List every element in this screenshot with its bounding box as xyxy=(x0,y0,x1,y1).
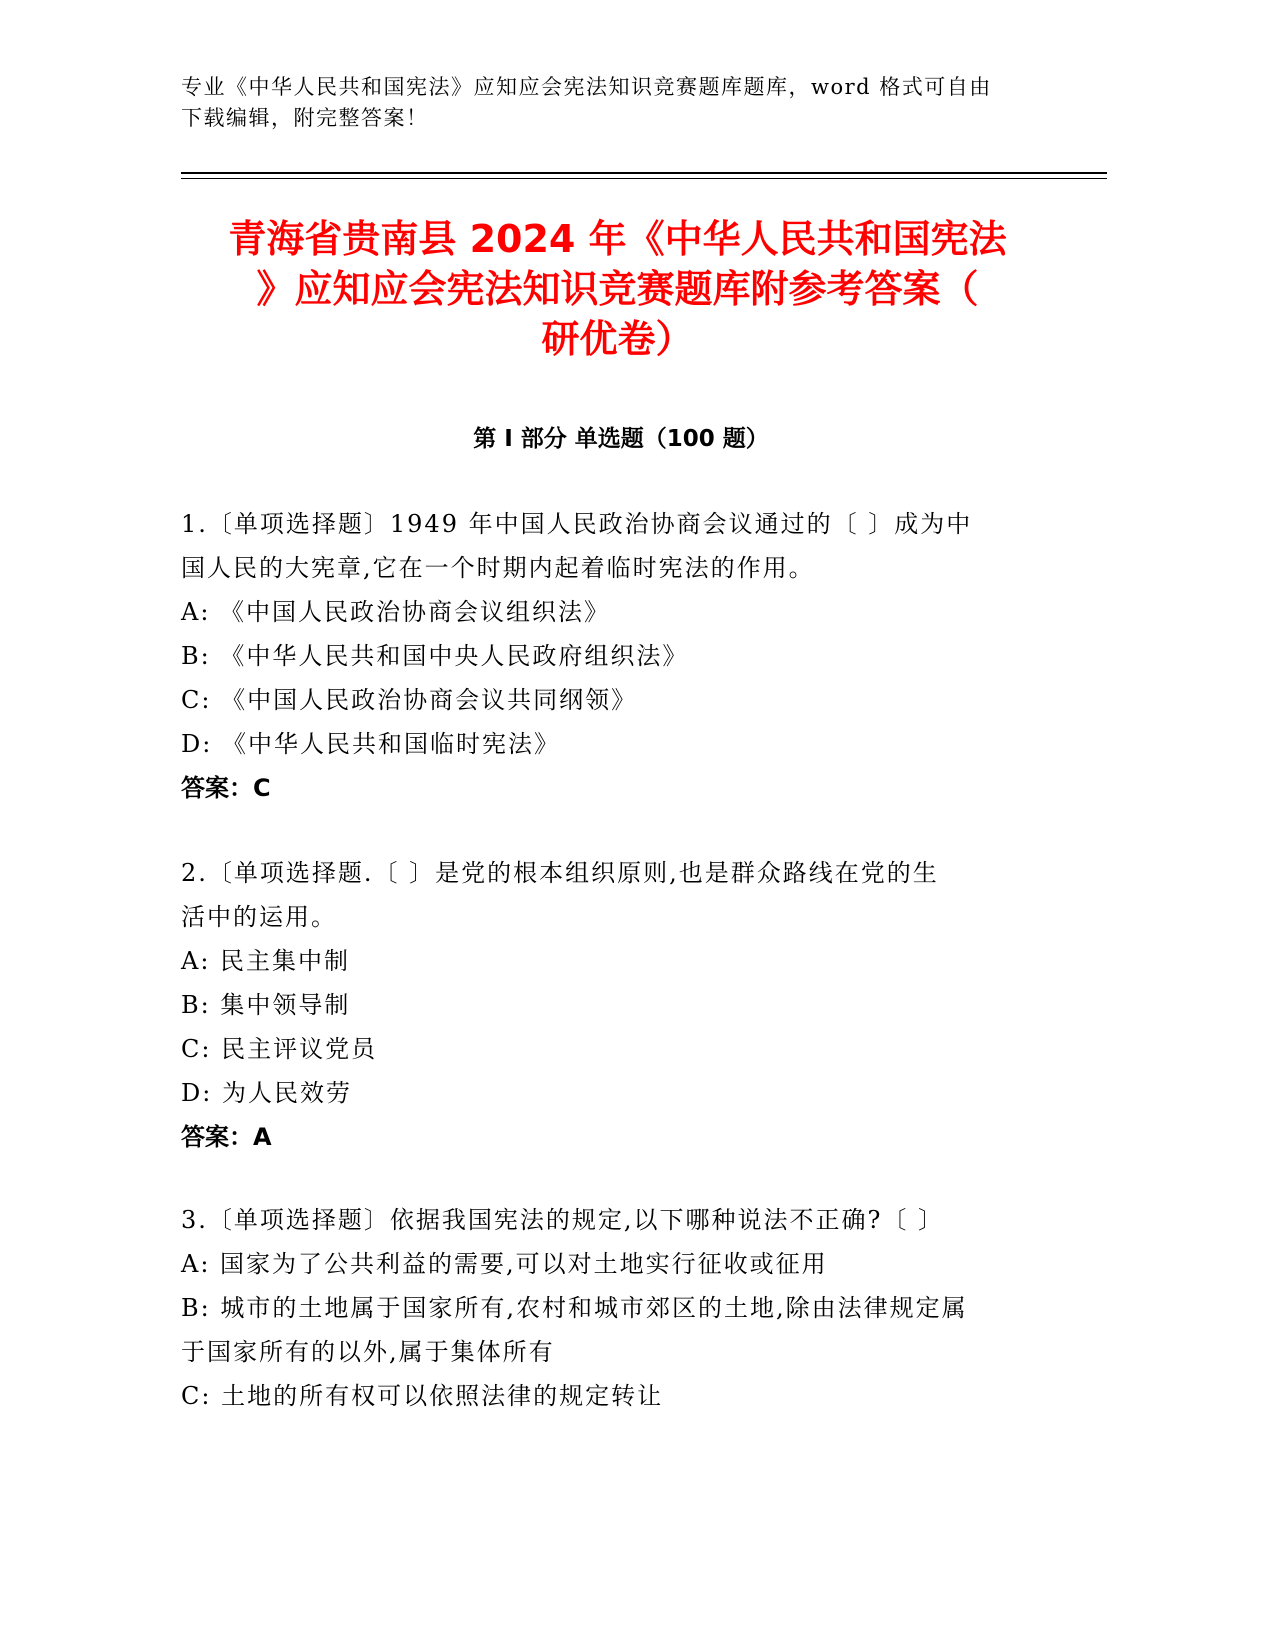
option-b: B: 集中领导制 xyxy=(181,991,351,1019)
question-stem: 国人民的大宪章,它在一个时期内起着临时宪法的作用。 xyxy=(181,554,815,582)
option-d: D: 为人民效劳 xyxy=(181,1079,352,1107)
question-stem: 3.〔单项选择题〕依据我国宪法的规定,以下哪种说法不正确?〔 〕 xyxy=(181,1206,945,1234)
option-b: B: 《中华人民共和国中央人民政府组织法》 xyxy=(181,642,689,670)
page-title xyxy=(175,214,1060,364)
option-b: B: 城市的土地属于国家所有,农村和城市郊区的土地,除由法律规定属 xyxy=(181,1294,968,1322)
question-stem: 1.〔单项选择题〕1949 年中国人民政治协商会议通过的〔 〕成为中 xyxy=(181,510,973,538)
title-line-2: 》应知应会宪法知识竞赛题库附参考答案（ xyxy=(256,267,979,311)
question-1 xyxy=(181,502,1041,810)
answer: 答案：C xyxy=(181,774,271,802)
option-a: A: 国家为了公共利益的需要,可以对土地实行征收或征用 xyxy=(181,1250,828,1278)
option-a: A: 《中国人民政治协商会议组织法》 xyxy=(181,598,611,626)
question-3 xyxy=(181,1198,1041,1418)
title-line-3: 研优卷） xyxy=(541,317,694,361)
option-b-continued: 于国家所有的以外,属于集体所有 xyxy=(181,1338,555,1366)
header-line-2: 下载编辑，附完整答案！ xyxy=(181,106,429,130)
option-c: C: 土地的所有权可以依照法律的规定转让 xyxy=(181,1382,664,1410)
title-line-1: 青海省贵南县 2024 年《中华人民共和国宪法 xyxy=(228,217,1007,261)
option-c: C: 民主评议党员 xyxy=(181,1035,378,1063)
header-line-1: 专业《中华人民共和国宪法》应知应会宪法知识竞赛题库题库，word 格式可自由 xyxy=(181,75,992,99)
option-a: A: 民主集中制 xyxy=(181,947,351,975)
document-header xyxy=(181,72,1061,134)
question-stem: 2.〔单项选择题.〔 〕是党的根本组织原则,也是群众路线在党的生 xyxy=(181,859,939,887)
section-title: 第 I 部分 单选题（100 题） xyxy=(473,426,769,452)
option-c: C: 《中国人民政治协商会议共同纲领》 xyxy=(181,686,638,714)
header-divider-thin xyxy=(181,178,1107,179)
header-divider-thick xyxy=(181,172,1107,174)
option-d: D: 《中华人民共和国临时宪法》 xyxy=(181,730,560,758)
answer: 答案：A xyxy=(181,1123,272,1151)
question-2 xyxy=(181,851,1041,1159)
question-stem: 活中的运用。 xyxy=(181,903,337,931)
